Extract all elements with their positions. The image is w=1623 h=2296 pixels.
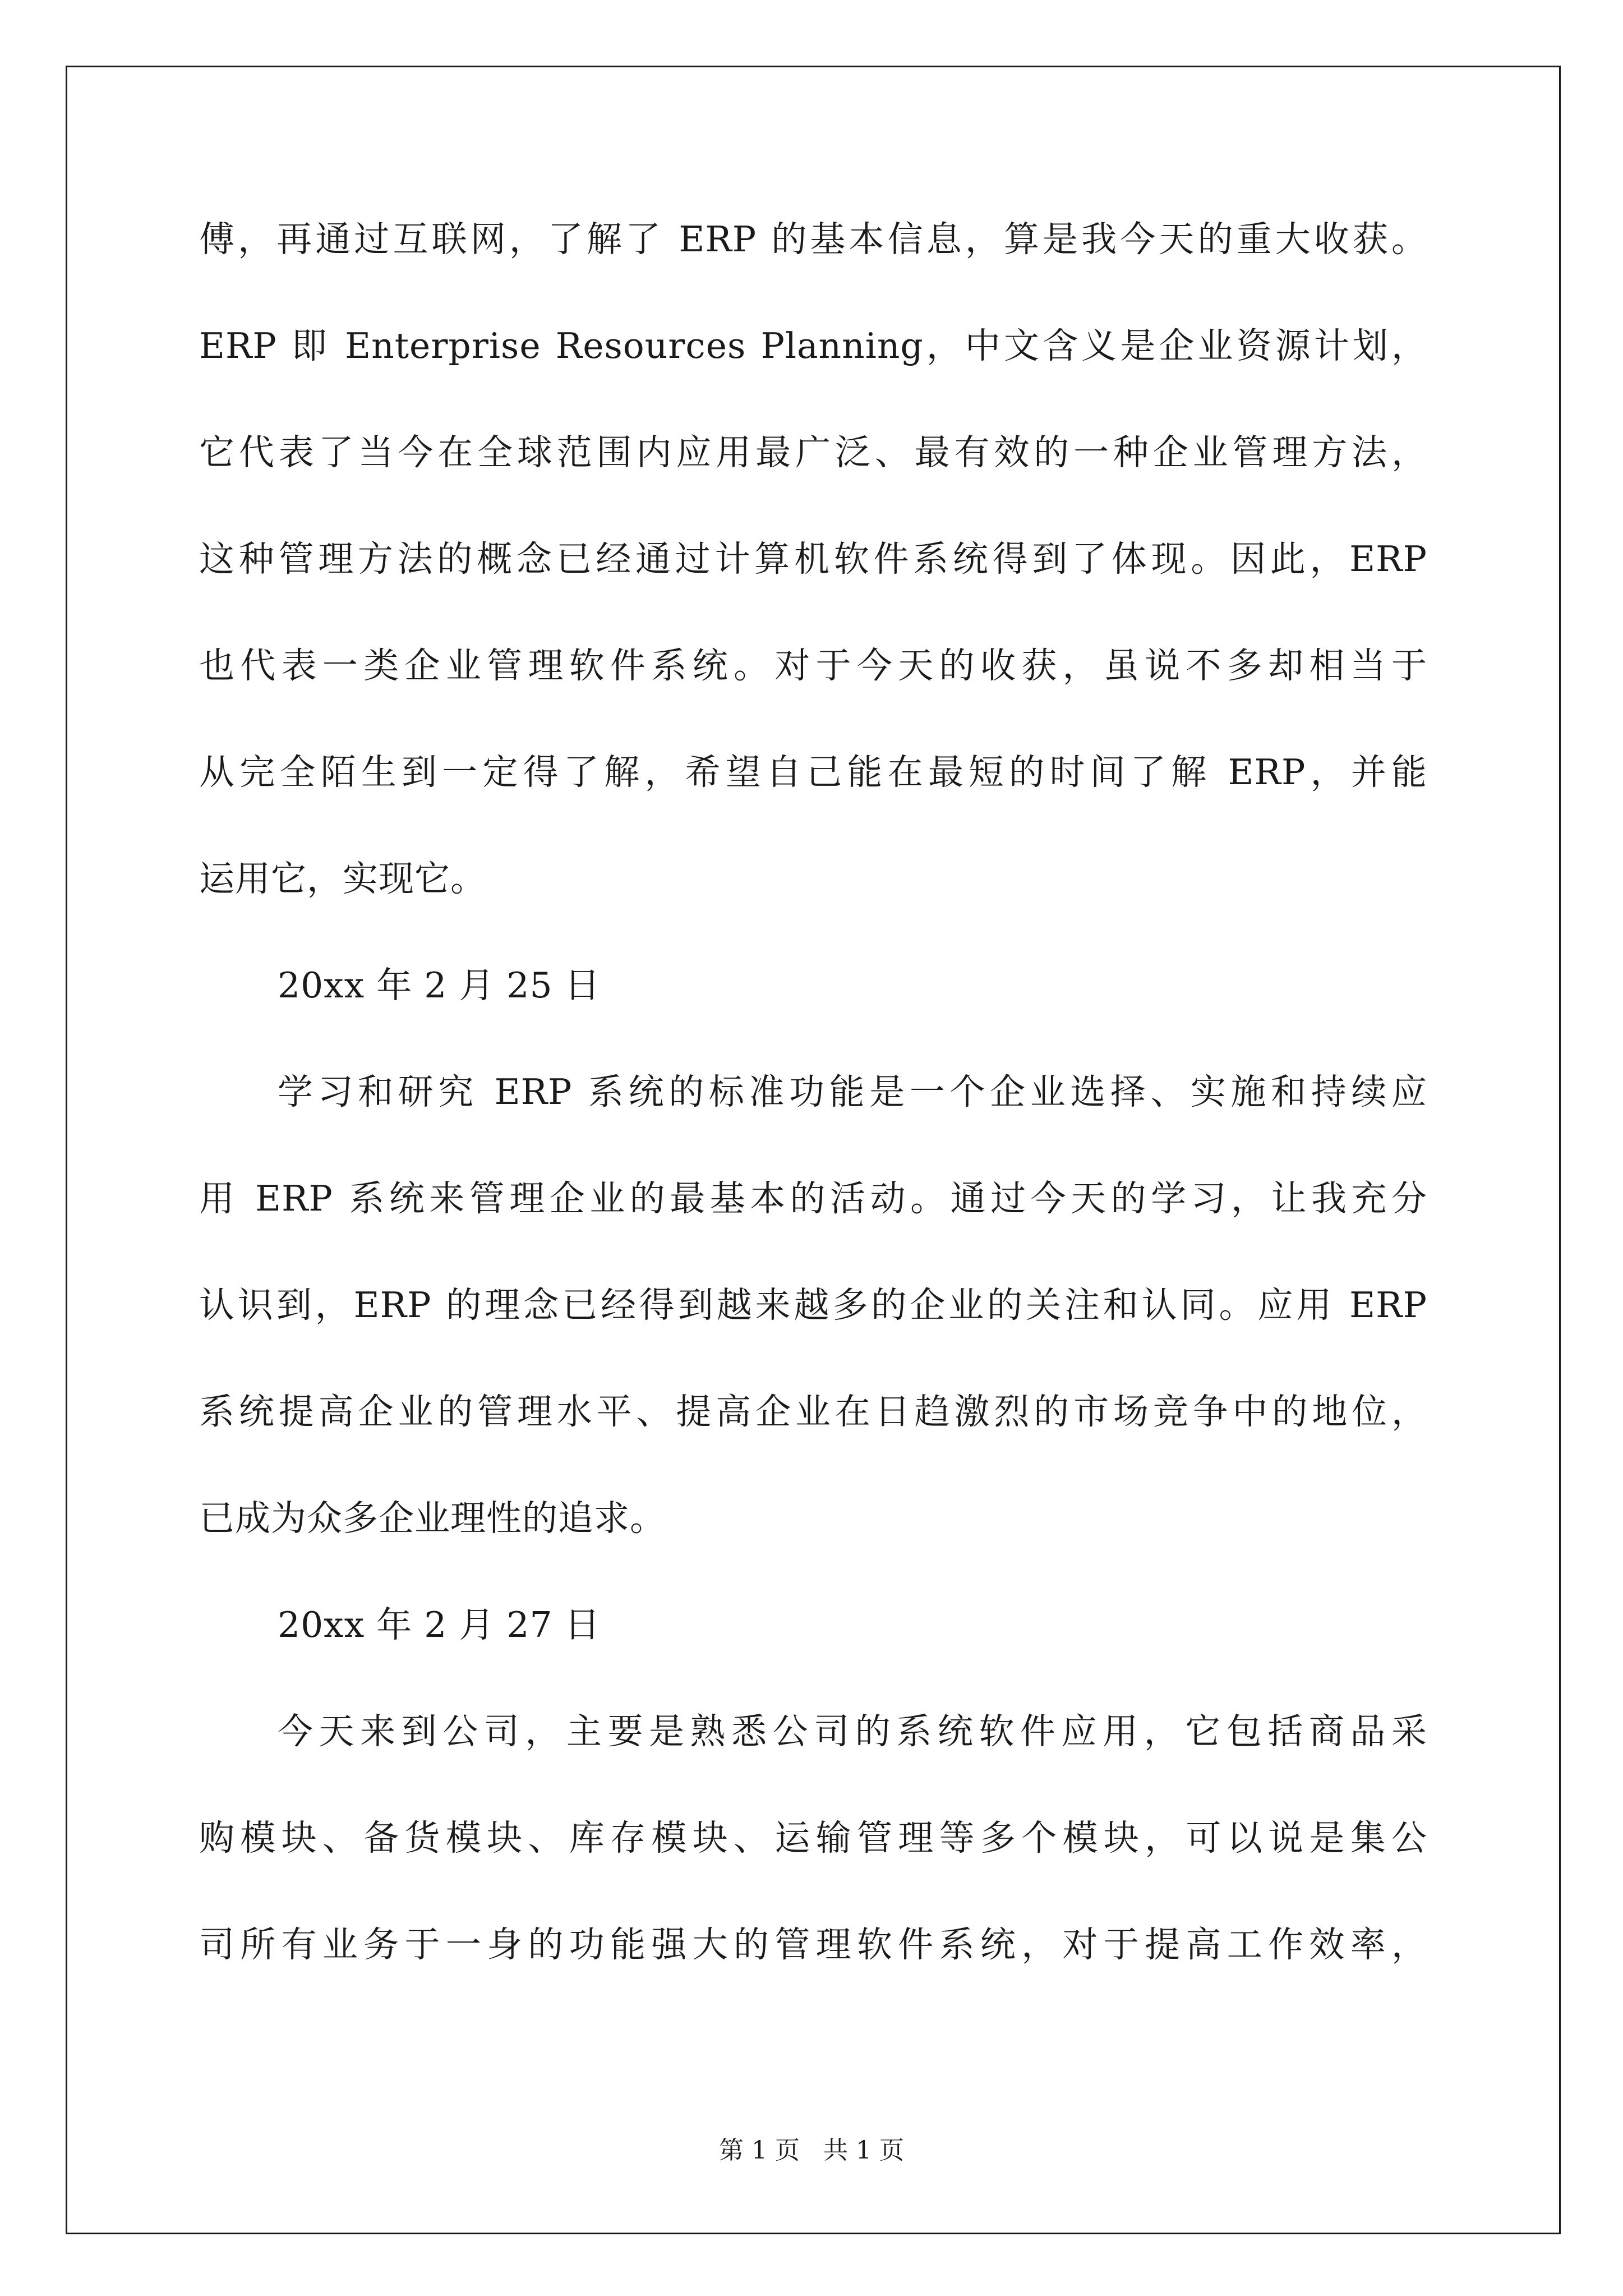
entry-date: 20xx 年 2 月 27 日: [278, 1604, 601, 1645]
paragraph-line: 也代表一类企业管理软件系统。对于今天的收获，虽说不多却相当于: [199, 645, 1427, 686]
paragraph-line: 傅，再通过互联网，了解了 ERP 的基本信息，算是我今天的重大收获。: [199, 219, 1427, 260]
paragraph-line: 已成为众多企业理性的追求。: [199, 1498, 666, 1539]
page-border: [66, 66, 1561, 2234]
paragraph-line: 认识到，ERP 的理念已经得到越来越多的企业的关注和认同。应用 ERP: [199, 1285, 1427, 1326]
page-number-footer: 第 1 页 共 1 页: [719, 2136, 904, 2165]
entry-date: 20xx 年 2 月 25 日: [278, 965, 601, 1006]
paragraph-line: 它代表了当今在全球范围内应用最广泛、最有效的一种企业管理方法，: [199, 432, 1427, 473]
paragraph-line: 这种管理方法的概念已经通过计算机软件系统得到了体现。因此，ERP: [199, 539, 1427, 579]
paragraph-line: 今天来到公司，主要是熟悉公司的系统软件应用，它包括商品采: [278, 1711, 1427, 1752]
paragraph-line: 购模块、备货模块、库存模块、运输管理等多个模块，可以说是集公: [199, 1818, 1427, 1858]
paragraph-line: 运用它，实现它。: [199, 858, 486, 899]
paragraph-line: 系统提高企业的管理水平、提高企业在日趋激烈的市场竞争中的地位，: [199, 1391, 1427, 1432]
paragraph-line: 从完全陌生到一定得了解，希望自己能在最短的时间了解 ERP，并能: [199, 752, 1427, 793]
paragraph-line: 用 ERP 系统来管理企业的最基本的活动。通过今天的学习，让我充分: [199, 1178, 1427, 1219]
paragraph-line: 司所有业务于一身的功能强大的管理软件系统，对于提高工作效率，: [199, 1924, 1427, 1965]
paragraph-line: ERP 即 Enterprise Resources Planning，中文含义是企业资源计划，: [199, 325, 1427, 366]
paragraph-line: 学习和研究 ERP 系统的标准功能是一个企业选择、实施和持续应: [278, 1071, 1427, 1112]
